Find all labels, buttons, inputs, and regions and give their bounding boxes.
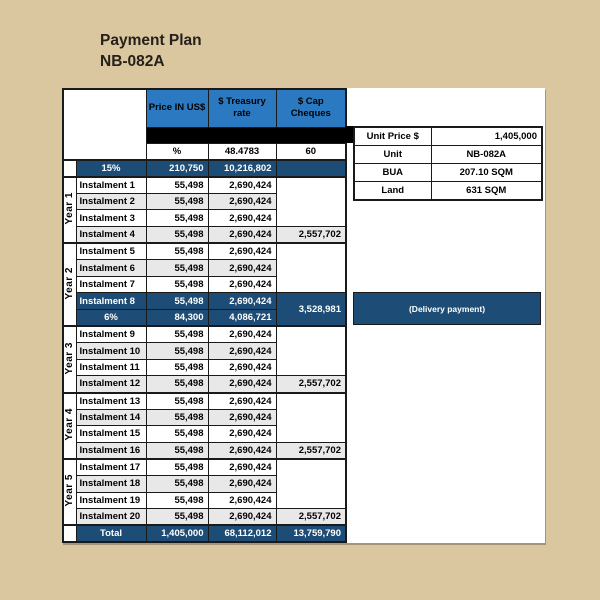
corner-blank-cell [63,89,146,160]
treasury-cell: 2,690,424 [208,426,276,443]
delivery-payment-label: (Delivery payment) [408,303,486,314]
info-row-3 [354,182,542,201]
page-title-line1: Payment Plan [100,32,202,49]
price-cell: 55,498 [146,409,208,426]
total-row [63,525,346,542]
cap-empty-cell [276,243,346,293]
instalment-label-cell: Instalment 13 [76,393,146,410]
column-header-1: $ Treasury rate [208,89,276,127]
spreadsheet-area [62,88,545,543]
info-value-cell: 631 SQM [431,182,542,201]
meta-treasury-cell: 48.4783 [208,144,276,161]
unit-info-table [353,126,543,201]
payment-plan-table [62,88,347,543]
instalment-label-cell: Instalment 15 [76,426,146,443]
page-title [100,30,202,72]
treasury-cell: 2,690,424 [208,276,276,293]
price-cell: 55,498 [146,492,208,509]
instalment-label-cell: Instalment 10 [76,343,146,360]
price-cell: 55,498 [146,459,208,476]
instalment-row [63,243,346,260]
info-label-cell: Land [354,182,431,201]
down-payment-row [63,160,346,177]
price-cell: 55,498 [146,393,208,410]
year-label: Year 4 [63,407,75,441]
instalment-row [63,459,346,476]
instalment-label-cell: Instalment 4 [76,227,146,244]
year-label: Year 3 [63,341,75,375]
cap-empty-cell [276,459,346,509]
price-cell: 55,498 [146,177,208,194]
instalment-label-cell: Instalment 1 [76,177,146,194]
column-header-0: Price IN US$ [146,89,208,127]
cap-empty-cell [276,393,346,443]
total-treasury-cell: 68,112,012 [208,525,276,542]
instalment-label-cell: Instalment 20 [76,509,146,526]
treasury-cell: 4,086,721 [208,310,276,327]
treasury-cell: 2,690,424 [208,359,276,376]
instalment-row [63,293,346,310]
price-cell: 55,498 [146,293,208,310]
price-cell: 84,300 [146,310,208,327]
year-label: Year 1 [63,192,75,225]
meta-cap-cell: 60 [276,144,346,161]
instalment-label-cell: Instalment 8 [76,293,146,310]
year-cell-4 [63,393,76,459]
total-cap-cell: 13,759,790 [276,525,346,542]
price-cell: 55,498 [146,359,208,376]
treasury-cell: 2,690,424 [208,492,276,509]
black-band-bridge [345,126,353,143]
instalment-label-cell: Instalment 7 [76,276,146,293]
info-value-cell: 207.10 SQM [431,164,542,182]
cap-cheque-cell: 3,528,981 [276,293,346,326]
treasury-cell: 2,690,424 [208,293,276,310]
instalment-label-cell: Instalment 16 [76,442,146,459]
year-cell-3 [63,326,76,392]
treasury-cell: 2,690,424 [208,393,276,410]
treasury-cell: 2,690,424 [208,343,276,360]
cap-cheque-cell: 2,557,702 [276,442,346,459]
down-payment-price-cell: 210,750 [146,160,208,177]
page-title-line2: NB-082A [100,53,165,70]
treasury-cell: 2,690,424 [208,442,276,459]
price-cell: 55,498 [146,276,208,293]
year-blank-cell [63,525,76,542]
instalment-label-cell: Instalment 17 [76,459,146,476]
total-label-cell: Total [76,525,146,542]
treasury-cell: 2,690,424 [208,376,276,393]
cap-empty-cell [276,326,346,376]
price-cell: 55,498 [146,426,208,443]
treasury-cell: 2,690,424 [208,475,276,492]
price-cell: 55,498 [146,243,208,260]
instalment-label-cell: Instalment 14 [76,409,146,426]
instalment-label-cell: Instalment 2 [76,193,146,210]
cap-cheque-cell: 2,557,702 [276,227,346,244]
instalment-label-cell: Instalment 6 [76,260,146,277]
instalment-label-cell: Instalment 18 [76,475,146,492]
instalment-row [63,177,346,194]
total-price-cell: 1,405,000 [146,525,208,542]
price-cell: 55,498 [146,343,208,360]
instalment-row [63,442,346,459]
price-cell: 55,498 [146,442,208,459]
instalment-label-cell: Instalment 12 [76,376,146,393]
meta-percent-cell: % [146,144,208,161]
price-cell: 55,498 [146,210,208,227]
black-band-cell [146,127,346,144]
treasury-cell: 2,690,424 [208,409,276,426]
treasury-cell: 2,690,424 [208,227,276,244]
treasury-cell: 2,690,424 [208,509,276,526]
cap-cheque-cell: 2,557,702 [276,509,346,526]
treasury-cell: 2,690,424 [208,193,276,210]
info-row-2 [354,164,542,182]
price-cell: 55,498 [146,227,208,244]
info-row-0 [354,127,542,146]
treasury-cell: 2,690,424 [208,210,276,227]
instalment-label-cell: 6% [76,310,146,327]
price-cell: 55,498 [146,376,208,393]
instalment-row [63,326,346,343]
down-payment-label-cell: 15% [76,160,146,177]
instalment-row [63,376,346,393]
price-cell: 55,498 [146,193,208,210]
header-row [63,89,346,127]
instalment-label-cell: Instalment 9 [76,326,146,343]
instalment-label-cell: Instalment 5 [76,243,146,260]
column-header-2: $ Cap Cheques [276,89,346,127]
treasury-cell: 2,690,424 [208,326,276,343]
instalment-label-cell: Instalment 3 [76,210,146,227]
instalment-label-cell: Instalment 19 [76,492,146,509]
treasury-cell: 2,690,424 [208,459,276,476]
year-cell-1 [63,177,76,243]
down-payment-treasury-cell: 10,216,802 [208,160,276,177]
info-label-cell: BUA [354,164,431,182]
year-blank-cell [63,160,76,177]
info-value-cell: 1,405,000 [431,127,542,146]
info-label-cell: Unit Price $ [354,127,431,146]
info-label-cell: Unit [354,146,431,164]
price-cell: 55,498 [146,326,208,343]
treasury-cell: 2,690,424 [208,177,276,194]
instalment-row [63,393,346,410]
cap-empty-cell [276,177,346,227]
cap-cheque-cell: 2,557,702 [276,376,346,393]
down-payment-cap-cell [276,160,346,177]
info-value-cell: NB-082A [431,146,542,164]
year-label: Year 5 [63,474,75,507]
year-cell-2 [63,243,76,326]
price-cell: 55,498 [146,260,208,277]
treasury-cell: 2,690,424 [208,260,276,277]
delivery-payment-banner [353,292,541,325]
year-cell-5 [63,459,76,525]
info-row-1 [354,146,542,164]
price-cell: 55,498 [146,475,208,492]
instalment-label-cell: Instalment 11 [76,359,146,376]
year-label: Year 2 [63,266,75,300]
instalment-row [63,227,346,244]
instalment-row [63,509,346,526]
treasury-cell: 2,690,424 [208,243,276,260]
price-cell: 55,498 [146,509,208,526]
